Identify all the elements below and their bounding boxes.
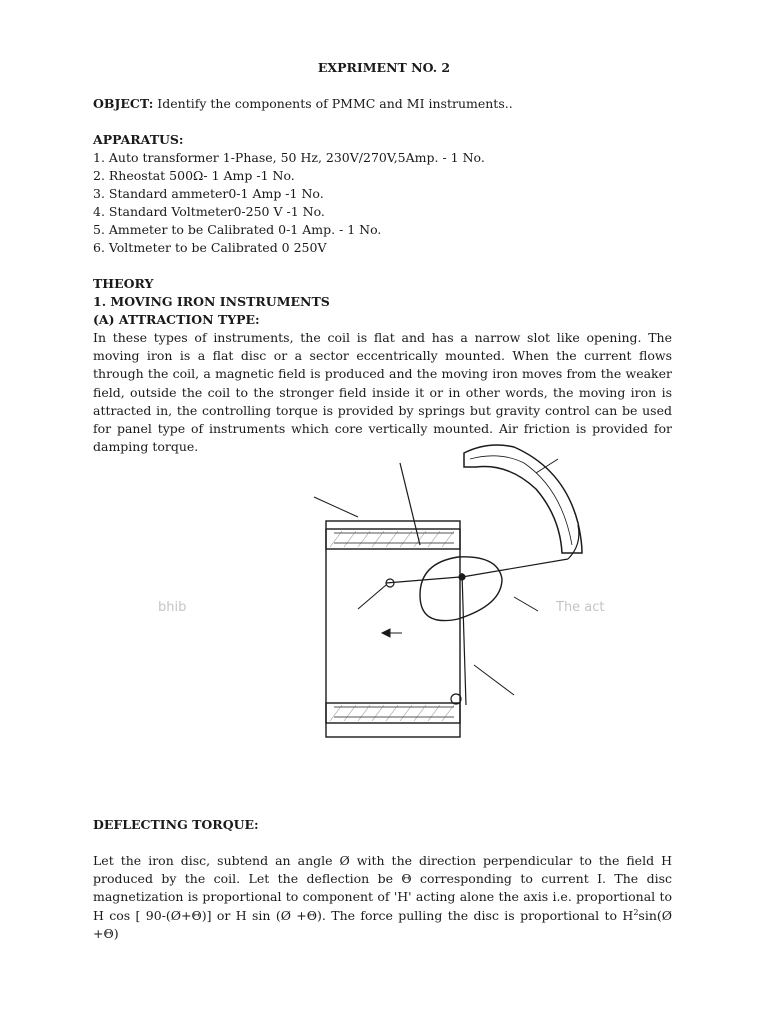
- theory-subheading: 1. MOVING IRON INSTRUMENTS: [93, 294, 330, 309]
- theory-paragraph: In these types of instruments, the coil is flat and has a narrow slot like opening. The moving iron is a flat disc or a sector eccentrically mounted. When the current flows through the coil, a magnetic field is produced and the moving iron moves from the weaker field, outside the coil to the stronger field inside it or in other words, the moving iron is attracted in, the controlling torque is provided by springs but gravity control can be used for panel type of instruments which core vertically mounted. Air friction is provided for damping torque.: [93, 330, 672, 455]
- apparatus-item: 1. Auto transformer 1-Phase, 50 Hz, 230V/270V,5Amp. - 1 No.: [93, 150, 485, 165]
- moving-iron-diagram: [158, 433, 634, 745]
- spindle-and-pointer: [386, 463, 579, 705]
- superscript: 2: [633, 907, 639, 917]
- object-text: Identify the components of PMMC and MI instruments..: [153, 96, 513, 111]
- apparatus-item: 4. Standard Voltmeter0-250 V -1 No.: [93, 204, 325, 219]
- apparatus-item: 2. Rheostat 500Ω- 1 Amp -1 No.: [93, 168, 295, 183]
- theory-heading: THEORY: [93, 276, 154, 291]
- bleed-text: bhib: [158, 600, 187, 615]
- page-title: EXPRIMENT NO. 2: [317, 60, 451, 75]
- deflecting-tail: sin(Ø +Θ): [93, 907, 672, 941]
- diagram-svg: [158, 433, 634, 745]
- deflecting-paragraph: [93, 852, 672, 943]
- coil-hatching: [330, 531, 454, 721]
- moving-iron-disc: [420, 557, 502, 621]
- apparatus-heading: APPARATUS:: [93, 132, 184, 147]
- object-label: OBJECT:: [93, 96, 154, 111]
- coil-frame: [326, 521, 460, 737]
- apparatus-item: 3. Standard ammeter0-1 Amp -1 No.: [93, 186, 324, 201]
- theory-subsubheading: (A) ATTRACTION TYPE:: [93, 312, 260, 327]
- deflecting-heading: DEFLECTING TORQUE:: [93, 817, 259, 832]
- damping-chamber: [464, 445, 582, 553]
- pointer-lines: [314, 459, 558, 695]
- apparatus-item: 6. Voltmeter to be Calibrated 0 250V: [93, 240, 327, 255]
- damping-chamber-inner: [470, 456, 572, 545]
- object-line: [93, 95, 513, 113]
- deflecting-text: Let the iron disc, subtend an angle Ø with the direction perpendicular to the field H produced by the coil. Let the deflection be Θ corresponding to current I. The disc magnetization is proportional to component of 'H' acting alone the axis i.e. proportional to H cos [ 90-(Ø+Θ)] or H sin (Ø +Θ). The force pulling the disc is proportional to H: [93, 853, 672, 923]
- apparatus-item: 5. Ammeter to be Calibrated 0-1 Amp. - 1 No.: [93, 222, 382, 237]
- bleed-text: The act: [556, 600, 605, 615]
